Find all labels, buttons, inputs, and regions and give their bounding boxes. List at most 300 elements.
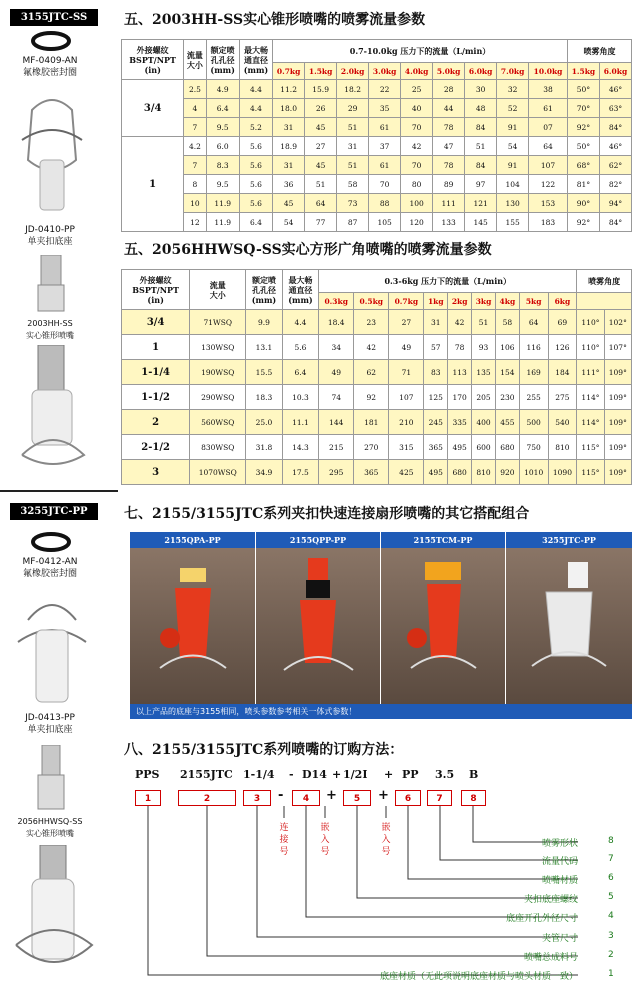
table-cell: 48 xyxy=(465,99,497,118)
table-cell: 70 xyxy=(401,156,433,175)
sidebar-tag-3255: 3255JTC-PP xyxy=(10,503,98,520)
table-cell: 27 xyxy=(389,310,424,335)
pressure-header: 1.5kg xyxy=(305,63,337,80)
table-cell: 80 xyxy=(401,175,433,194)
table-cell: 495 xyxy=(448,435,472,460)
table-cell: 111° xyxy=(577,360,604,385)
table-cell: 135 xyxy=(472,360,496,385)
table-cell: 18.3 xyxy=(246,385,282,410)
table-cell: 31 xyxy=(273,156,305,175)
code-d14: D14 xyxy=(302,768,327,781)
table-cell: 27 xyxy=(305,137,337,156)
table-cell: 495 xyxy=(424,460,448,485)
sidebar-item-6: 2056HHWSQ-SS 实心锥形喷嘴 xyxy=(17,817,83,838)
table-cell: 45 xyxy=(305,118,337,137)
table-cell: 102° xyxy=(604,310,631,335)
table-cell: 23 xyxy=(354,310,389,335)
table-cell: 26 xyxy=(305,99,337,118)
table-cell: 25.0 xyxy=(246,410,282,435)
table-cell: 64 xyxy=(305,194,337,213)
table-cell: 114° xyxy=(577,385,604,410)
thread-size: 1 xyxy=(122,137,184,232)
header-orifice-line: 额定喷 xyxy=(210,44,235,55)
table-cell: 109° xyxy=(604,435,631,460)
table-cell: 73 xyxy=(337,194,369,213)
angle-pressure-header: 1.5kg xyxy=(567,63,599,80)
table-cell: 22 xyxy=(369,80,401,99)
header-orifice-line: 孔孔径 xyxy=(210,54,235,65)
table-cell: 94° xyxy=(599,194,631,213)
table-cell: 365 xyxy=(354,460,389,485)
table-cell: 830WSQ xyxy=(190,435,246,460)
table-cell: 74 xyxy=(319,385,354,410)
table-cell: 78 xyxy=(448,335,472,360)
table-cell: 5.6 xyxy=(282,335,318,360)
header-size-line: 大小 xyxy=(186,59,203,70)
order-box-3: 3 xyxy=(243,790,271,806)
sidebar-item-3: 2003HH-SS 实心锥形喷嘴 xyxy=(26,319,74,340)
pressure-header: 4kg xyxy=(495,293,519,310)
code-material: PP xyxy=(402,768,419,781)
table-cell: 133 xyxy=(433,213,465,232)
thread-size: 2 xyxy=(122,410,190,435)
table-cell: 365 xyxy=(424,435,448,460)
table-cell: 70° xyxy=(567,99,599,118)
table-cell: 18.2 xyxy=(337,80,369,99)
table-cell: 51 xyxy=(465,137,497,156)
table-cell: 425 xyxy=(389,460,424,485)
table-cell: 46° xyxy=(599,137,631,156)
table-cell: 126 xyxy=(548,335,577,360)
table-cell: 4.4 xyxy=(239,99,272,118)
photo-strip-note: 以上产品的底座与3155相同，喷头参数参考相关一体式参数！ xyxy=(130,704,632,719)
table-cell: 315 xyxy=(389,435,424,460)
table-cell: 109° xyxy=(604,385,631,410)
header-flow: 0.7-10.0kg 压力下的流量（L/min） xyxy=(273,40,568,63)
photo-header-2155qpp: 2155QPP-PP xyxy=(256,532,381,548)
table-cell: 50° xyxy=(567,137,599,156)
thread-size: 3/4 xyxy=(122,80,184,137)
order-box-2: 2 xyxy=(178,790,236,806)
table-cell: 130WSQ xyxy=(190,335,246,360)
table-cell: 10.3 xyxy=(282,385,318,410)
table-cell: 115° xyxy=(577,435,604,460)
table-cell: 92° xyxy=(567,118,599,137)
table-cell: 18.4 xyxy=(319,310,354,335)
table-cell: 215 xyxy=(319,435,354,460)
photo-header-2155qpa: 2155QPA-PP xyxy=(130,532,256,548)
header-orifice-line: 孔孔径 xyxy=(251,284,276,295)
header-size-line: 流量 xyxy=(209,279,226,290)
pressure-header: 4.0kg xyxy=(401,63,433,80)
table-cell: 500 xyxy=(519,410,548,435)
table-cell: 77 xyxy=(305,213,337,232)
table-cell: 295 xyxy=(319,460,354,485)
table-cell: 82° xyxy=(599,175,631,194)
table-cell: 61 xyxy=(369,118,401,137)
table-cell: 78 xyxy=(433,118,465,137)
table-cell: 560WSQ xyxy=(190,410,246,435)
table-cell: 54 xyxy=(273,213,305,232)
table-cell: 100 xyxy=(401,194,433,213)
table-cell: 18.9 xyxy=(273,137,305,156)
table-cell: 46° xyxy=(599,80,631,99)
legend-num-3: 3 xyxy=(608,931,614,941)
pressure-header: 6kg xyxy=(548,293,577,310)
table-cell: 145 xyxy=(465,213,497,232)
table-cell: 810 xyxy=(548,435,577,460)
legend-8: 喷雾形状 xyxy=(541,839,578,849)
table-cell: 169 xyxy=(519,360,548,385)
table-cell: 11.1 xyxy=(282,410,318,435)
order-plus-1: + xyxy=(326,788,337,803)
table-cell: 47 xyxy=(433,137,465,156)
table-cell: 11.9 xyxy=(206,213,239,232)
table-cell: 750 xyxy=(519,435,548,460)
table-cell: 64 xyxy=(519,310,548,335)
header-orifice-line: 额定喷 xyxy=(251,274,276,285)
table-cell: 68° xyxy=(567,156,599,175)
table-cell: 17.5 xyxy=(282,460,318,485)
table-cell: 116 xyxy=(519,335,548,360)
code-pattern: B xyxy=(469,768,479,781)
table-cell: 42 xyxy=(448,310,472,335)
table-cell: 14.3 xyxy=(282,435,318,460)
legend-5: 夹扣底座螺纹 xyxy=(523,895,578,905)
table-cell: 600 xyxy=(472,435,496,460)
table-cell: 106 xyxy=(495,335,519,360)
pressure-header: 1kg xyxy=(424,293,448,310)
code-plus-2: + xyxy=(384,768,394,781)
thread-size: 1-1/2 xyxy=(122,385,190,410)
legend-7: 流量代码 xyxy=(541,857,578,867)
table-cell: 4.2 xyxy=(184,137,206,156)
table-cell: 58 xyxy=(495,310,519,335)
table-cell: 9.5 xyxy=(206,118,239,137)
table-cell: 5.2 xyxy=(239,118,272,137)
connector-label: 连接号 xyxy=(279,823,289,857)
table-cell: 70 xyxy=(401,118,433,137)
header-passage-line: 最大畅 xyxy=(243,44,268,55)
pressure-header: 2.0kg xyxy=(337,63,369,80)
pressure-header: 3.0kg xyxy=(369,63,401,80)
table-cell: 109° xyxy=(604,410,631,435)
table-cell: 61 xyxy=(529,99,568,118)
header-passage-line: 最大畅 xyxy=(288,274,313,285)
legend-1: 底座材质（无此项说明底座材质与喷头材质一致） xyxy=(379,972,578,982)
table-cell: 89 xyxy=(433,175,465,194)
table-cell: 122 xyxy=(529,175,568,194)
header-thread-line: (in) xyxy=(147,294,164,305)
table-cell: 455 xyxy=(495,410,519,435)
order-plus-2: + xyxy=(378,788,389,803)
order-box-6: 6 xyxy=(395,790,421,806)
table-cell: 61 xyxy=(369,156,401,175)
table-cell: 93 xyxy=(472,335,496,360)
table-cell: 42 xyxy=(401,137,433,156)
table-cell: 71 xyxy=(389,360,424,385)
table-cell: 28 xyxy=(433,80,465,99)
table-cell: 190WSQ xyxy=(190,360,246,385)
table-cell: 290WSQ xyxy=(190,385,246,410)
table-cell: 62° xyxy=(599,156,631,175)
table-cell: 87 xyxy=(337,213,369,232)
table-cell: 51 xyxy=(305,175,337,194)
table-cell: 9.9 xyxy=(246,310,282,335)
legend-6: 喷嘴材质 xyxy=(541,876,578,886)
header-passage-line: 通直径 xyxy=(243,54,268,65)
pressure-header: 7.0kg xyxy=(497,63,529,80)
table-cell: 4 xyxy=(184,99,206,118)
sidebar-item-2: JD-0410-PP 单夹扣底座 xyxy=(25,225,75,247)
photo-header-2155tcm: 2155TCM-PP xyxy=(381,532,506,548)
table-cell: 49 xyxy=(319,360,354,385)
pressure-header: 5kg xyxy=(519,293,548,310)
legend-4: 底座开孔外径尺寸 xyxy=(505,914,578,924)
table-cell: 110° xyxy=(577,335,604,360)
table-cell: 1090 xyxy=(548,460,577,485)
table-cell: 115° xyxy=(577,460,604,485)
insert-label-1: 嵌入号 xyxy=(320,823,330,857)
sidebar-item-1: MF-0409-AN 氟橡胶密封圈 xyxy=(22,56,78,78)
table-cell: 275 xyxy=(548,385,577,410)
header-angle: 喷雾角度 xyxy=(567,40,631,63)
table-cell: 81° xyxy=(567,175,599,194)
table-cell: 92 xyxy=(354,385,389,410)
table-cell: 245 xyxy=(424,410,448,435)
thread-size: 2-1/2 xyxy=(122,435,190,460)
table-cell: 8.3 xyxy=(206,156,239,175)
photo-header-3255jtc: 3255JTC-PP xyxy=(506,532,632,548)
table-cell: 88 xyxy=(369,194,401,213)
table-cell: 84 xyxy=(465,118,497,137)
table-cell: 1010 xyxy=(519,460,548,485)
pressure-header: 5.0kg xyxy=(433,63,465,80)
section-title-2056hhwsq: 五、2056HHWSQ-SS实心方形广角喷嘴的喷雾流量参数 xyxy=(124,242,492,258)
thread-size: 3 xyxy=(122,460,190,485)
pressure-header: 3kg xyxy=(472,293,496,310)
pressure-header: 10.0kg xyxy=(529,63,568,80)
table-cell: 8 xyxy=(184,175,206,194)
table-cell: 114° xyxy=(577,410,604,435)
table-cell: 5.6 xyxy=(239,175,272,194)
section-title-combos: 七、2155/3155JTC系列夹扣快速连接扇形喷嘴的其它搭配组合 xyxy=(124,506,530,522)
code-thread: 1-1/4 xyxy=(243,768,275,781)
table-cell: 31 xyxy=(337,137,369,156)
table-cell: 51 xyxy=(337,118,369,137)
table-cell: 45 xyxy=(305,156,337,175)
pressure-header: 0.5kg xyxy=(354,293,389,310)
header-passage-line: (mm) xyxy=(288,294,313,305)
table-cell: 84 xyxy=(465,156,497,175)
legend-num-6: 6 xyxy=(608,873,614,883)
table-cell: 51 xyxy=(472,310,496,335)
table-cell: 10 xyxy=(184,194,206,213)
table-cell: 4.4 xyxy=(282,310,318,335)
header-passage-line: (mm) xyxy=(243,64,269,75)
table-cell: 11.2 xyxy=(273,80,305,99)
table-cell: 680 xyxy=(448,460,472,485)
table-cell: 58 xyxy=(337,175,369,194)
table-cell: 54 xyxy=(497,137,529,156)
table-cell: 109° xyxy=(604,460,631,485)
table-cell: 12 xyxy=(184,213,206,232)
table-cell: 184 xyxy=(548,360,577,385)
table-cell: 42 xyxy=(354,335,389,360)
code-plus-1: + xyxy=(332,768,342,781)
table-cell: 49 xyxy=(389,335,424,360)
table-cell: 90° xyxy=(567,194,599,213)
header-orifice-line: (mm) xyxy=(251,294,277,305)
header-thread-line: 外接螺纹 xyxy=(139,274,172,285)
table-cell: 25 xyxy=(401,80,433,99)
table-cell: 335 xyxy=(448,410,472,435)
table-cell: 84° xyxy=(599,118,631,137)
table-cell: 97 xyxy=(465,175,497,194)
table-cell: 5.6 xyxy=(239,156,272,175)
table-cell: 120 xyxy=(401,213,433,232)
table-cell: 104 xyxy=(497,175,529,194)
table-cell: 107 xyxy=(529,156,568,175)
table-cell: 11.9 xyxy=(206,194,239,213)
legend-2: 喷嘴总成料号 xyxy=(523,953,578,963)
table-cell: 230 xyxy=(495,385,519,410)
table-cell: 32 xyxy=(497,80,529,99)
pressure-header: 0.7kg xyxy=(389,293,424,310)
code-pps: PPS xyxy=(135,768,160,781)
table-cell: 31 xyxy=(273,118,305,137)
header-size-line: 流量 xyxy=(186,49,203,60)
table-cell: 144 xyxy=(319,410,354,435)
header-thread-line: BSPT/NPT xyxy=(129,54,177,65)
table-cell: 91 xyxy=(497,156,529,175)
table-cell: 69 xyxy=(548,310,577,335)
header-angle: 喷雾角度 xyxy=(577,270,632,293)
legend-num-5: 5 xyxy=(608,892,614,902)
code-2155jtc: 2155JTC xyxy=(180,768,233,781)
table-cell: 107° xyxy=(604,335,631,360)
header-thread-line: (in) xyxy=(144,64,161,75)
table-cell: 29 xyxy=(337,99,369,118)
header-passage-line: 通直径 xyxy=(288,284,313,295)
table-cell: 5.6 xyxy=(239,137,272,156)
table-cell: 113 xyxy=(448,360,472,385)
table-cell: 37 xyxy=(369,137,401,156)
table-cell: 18.0 xyxy=(273,99,305,118)
table-cell: 110° xyxy=(577,310,604,335)
table-cell: 6.4 xyxy=(206,99,239,118)
code-flow: 3.5 xyxy=(435,768,455,781)
table-cell: 181 xyxy=(354,410,389,435)
legend-num-4: 4 xyxy=(608,911,614,921)
table-cell: 15.5 xyxy=(246,360,282,385)
table-cell: 34.9 xyxy=(246,460,282,485)
table-cell: 7 xyxy=(184,118,206,137)
table-cell: 31 xyxy=(424,310,448,335)
table-cell: 7 xyxy=(184,156,206,175)
table-cell: 13.1 xyxy=(246,335,282,360)
table-cell: 121 xyxy=(465,194,497,213)
table-cell: 109° xyxy=(604,360,631,385)
table-cell: 680 xyxy=(495,435,519,460)
table-cell: 36 xyxy=(273,175,305,194)
table-cell: 170 xyxy=(448,385,472,410)
table-cell: 105 xyxy=(369,213,401,232)
table-cell: 35 xyxy=(369,99,401,118)
legend-num-1: 1 xyxy=(608,969,614,979)
header-size-line: 大小 xyxy=(209,289,226,300)
legend-num-2: 2 xyxy=(608,950,614,960)
table-cell: 64 xyxy=(529,137,568,156)
table-cell: 153 xyxy=(529,194,568,213)
section-title-2003hh: 五、2003HH-SS实心锥形喷嘴的喷雾流量参数 xyxy=(124,12,426,28)
legend-num-7: 7 xyxy=(608,854,614,864)
table-cell: 57 xyxy=(424,335,448,360)
table-cell: 91 xyxy=(497,118,529,137)
table-cell: 78 xyxy=(433,156,465,175)
table-cell: 50° xyxy=(567,80,599,99)
table-cell: 9.5 xyxy=(206,175,239,194)
pressure-header: 6.0kg xyxy=(465,63,497,80)
header-flow: 0.3-6kg 压力下的流量（L/min） xyxy=(319,270,577,293)
code-dash: - xyxy=(289,768,294,781)
sidebar-item-4: MF-0412-AN 氟橡胶密封圈 xyxy=(22,557,78,579)
pressure-header: 0.3kg xyxy=(319,293,354,310)
order-box-7: 7 xyxy=(427,790,452,806)
section-title-ordering: 八、2155/3155JTC系列喷嘴的订购方法： xyxy=(124,742,404,758)
table-cell: 40 xyxy=(401,99,433,118)
table-cell: 4.4 xyxy=(239,80,272,99)
legend-3: 夹管尺寸 xyxy=(541,934,578,944)
table-cell: 51 xyxy=(337,156,369,175)
table-cell: 07 xyxy=(529,118,568,137)
table-cell: 6.4 xyxy=(282,360,318,385)
table-cell: 1070WSQ xyxy=(190,460,246,485)
table-cell: 6.0 xyxy=(206,137,239,156)
table-cell: 44 xyxy=(433,99,465,118)
pressure-header: 2kg xyxy=(448,293,472,310)
table-cell: 205 xyxy=(472,385,496,410)
table-cell: 2.5 xyxy=(184,80,206,99)
table-cell: 34 xyxy=(319,335,354,360)
table-cell: 125 xyxy=(424,385,448,410)
table-cell: 83 xyxy=(424,360,448,385)
table-cell: 45 xyxy=(273,194,305,213)
order-box-8: 8 xyxy=(461,790,486,806)
table-cell: 400 xyxy=(472,410,496,435)
table-cell: 71WSQ xyxy=(190,310,246,335)
pressure-header: 0.7kg xyxy=(273,63,305,80)
table-cell: 38 xyxy=(529,80,568,99)
thread-size: 3/4 xyxy=(122,310,190,335)
header-orifice-line: (mm) xyxy=(210,64,235,75)
table-cell: 5.6 xyxy=(239,194,272,213)
thread-size: 1 xyxy=(122,335,190,360)
table-cell: 84° xyxy=(599,213,631,232)
header-thread-line: 外接螺纹 xyxy=(136,44,169,55)
table-cell: 155 xyxy=(497,213,529,232)
table-cell: 154 xyxy=(495,360,519,385)
header-thread-line: BSPT/NPT xyxy=(132,284,179,295)
table-cell: 15.9 xyxy=(305,80,337,99)
order-box-5: 5 xyxy=(343,790,371,806)
order-box-4: 4 xyxy=(292,790,320,806)
sidebar-tag-3155: 3155JTC-SS xyxy=(10,9,98,26)
thread-size: 1-1/4 xyxy=(122,360,190,385)
table-cell: 92° xyxy=(567,213,599,232)
table-cell: 540 xyxy=(548,410,577,435)
table-cell: 210 xyxy=(389,410,424,435)
